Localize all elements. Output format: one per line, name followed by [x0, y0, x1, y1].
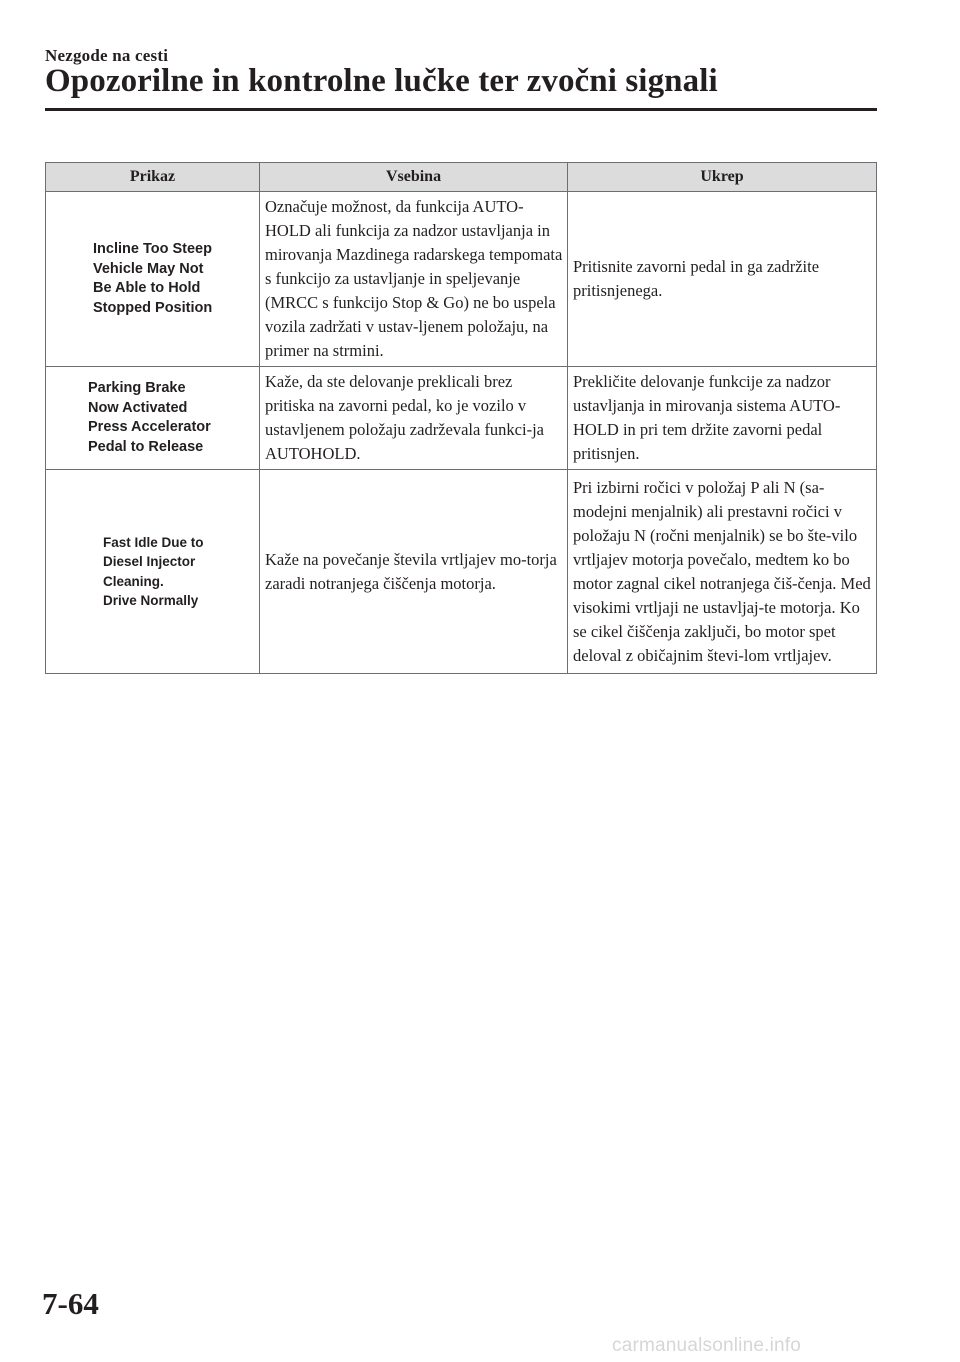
display-cell: [46, 470, 260, 674]
display-message-line: Incline Too Steep: [93, 241, 212, 257]
content-cell: Kaže na povečanje števila vrtljajev mo-torja zaradi notranjega čiščenja motorja.: [260, 470, 568, 674]
display-message-line: Vehicle May Not: [93, 260, 204, 277]
display-message-line: Pedal to Release: [88, 438, 204, 455]
column-header-ukrep: Ukrep: [568, 163, 877, 192]
page-number: 7-64: [42, 1286, 99, 1321]
section-label: Nezgode na cesti: [45, 46, 169, 65]
display-message-line: Cleaning.: [103, 573, 164, 589]
table-row: [46, 367, 877, 470]
title-rule: [45, 108, 877, 111]
page-title: Opozorilne in kontrolne lučke ter zvočni signali: [45, 63, 718, 99]
display-message: [51, 379, 255, 457]
display-message-line: Be Able to Hold: [93, 280, 201, 296]
display-message-line: Stopped Position: [93, 299, 213, 316]
table-row: [46, 192, 877, 367]
table-header-row: [46, 163, 877, 192]
display-cell: [46, 367, 260, 470]
column-header-vsebina: Vsebina: [260, 163, 568, 192]
watermark: carmanualsonline.info: [612, 1335, 802, 1356]
display-message-line: Now Activated: [88, 399, 188, 416]
display-cell: [46, 192, 260, 367]
warning-messages-table: [45, 162, 877, 674]
table-row: [46, 470, 877, 674]
display-message: [51, 533, 255, 611]
display-message: [51, 240, 255, 318]
display-message-line: Diesel Injector: [103, 554, 196, 569]
content-cell: Kaže, da ste delovanje preklicali brez pritiska na zavorni pedal, ko je vozilo v ustavljenem položaju zadrževala funkci-ja AUTOHOLD.: [260, 367, 568, 470]
column-header-prikaz: Prikaz: [46, 163, 260, 192]
action-cell: Pri izbirni ročici v položaj P ali N (sa-modejni menjalnik) ali prestavni ročici v položaju N (ročni menjalnik) se bo šte-vilo vrtljajev motorja povečalo, medtem ko bo motor zagnal cikel notranjega čiš-čenja. Med visokimi vrtljaji ne ustavljaj-te motorja. Ko se cikel čiščenja zaključi, bo motor spet deloval z običajnim števi-lom vrtljajev.: [568, 470, 877, 674]
display-message-line: Fast Idle Due to: [103, 534, 204, 550]
action-cell: Pritisnite zavorni pedal in ga zadržite pritisnjenega.: [568, 192, 877, 367]
content-cell: Označuje možnost, da funkcija AUTO-HOLD ali funkcija za nadzor ustavljanja in mirovanja Mazdinega radarskega tempomata s funkcijo za ustavljanje in speljevanje (MRCC s funkcijo Stop & Go) ne bo uspela vozila zadržati v ustav-ljenem položaju, na primer na strmini.: [260, 192, 568, 367]
action-cell: Prekličite delovanje funkcije za nadzor ustavljanja in mirovanja sistema AUTO-HOLD in pri tem držite zavorni pedal pritisnjen.: [568, 367, 877, 470]
display-message-line: Press Accelerator: [88, 419, 211, 435]
display-message-line: Parking Brake: [88, 380, 186, 396]
display-message-line: Drive Normally: [103, 593, 199, 608]
